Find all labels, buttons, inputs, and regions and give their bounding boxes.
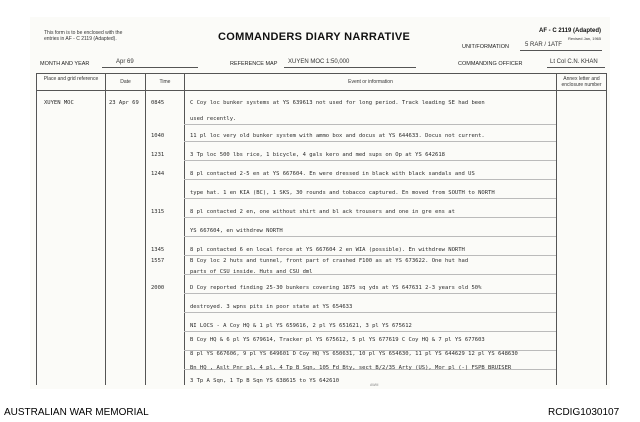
table-left-border	[36, 73, 37, 385]
entry-line: type hat. 1 en KIA (BC), 1 SKS, 30 rounds and tobacco captured. En moved from SOUTH to NORTH	[190, 190, 495, 196]
page-title: COMMANDERS DIARY NARRATIVE	[218, 31, 411, 43]
form-note-line-2: entries in AF - C 2119 (Adapted).	[44, 36, 117, 42]
co-underline	[547, 67, 605, 68]
month-value: Apr 69	[116, 59, 134, 65]
map-value: XUYEN MOC 1:50,000	[288, 59, 350, 65]
col-divider-event	[184, 73, 185, 385]
archive-stamp: AWM	[370, 383, 379, 387]
entry-place: XUYEN MOC	[44, 100, 74, 106]
unit-value: 5 RAR / 1ATF	[525, 42, 562, 48]
map-underline	[284, 67, 416, 68]
entry-line: B Coy HQ & 6 pl YS 679614, Tracker pl YS 675612, 5 pl YS 677619 C Coy HQ & 7 pl YS 677603	[190, 337, 485, 343]
entry-line: C Coy loc bunker systems at YS 639613 not used for long period. Track leading SE had been	[190, 100, 485, 106]
revised-date: Revised Jan, 1965	[568, 36, 602, 41]
map-label: REFERENCE MAP	[230, 61, 278, 67]
co-label: COMMANDING OFFICER	[458, 61, 523, 67]
entry-line: 11 pl loc very old bunker system with ammo box and docus at YS 644633. Docus not current.	[190, 133, 485, 139]
entry-line: 8 pl YS 667606, 9 pl YS 649601 D Coy HQ YS 650631, 10 pl YS 654630, 11 pl YS 644629 12 pl YS 648630	[190, 351, 518, 357]
entry-date: 23 Apr 69	[109, 100, 139, 106]
col-divider-time	[145, 73, 146, 385]
col-header-time: Time	[159, 79, 171, 85]
table-top-rule	[36, 73, 606, 74]
entry-time: 1231	[151, 152, 165, 158]
form-code: AF - C 2119 (Adapted)	[539, 28, 602, 34]
entry-line: 3 Tp A Sqn, 1 Tp B Sqn YS 638615 to YS 642610	[190, 378, 340, 384]
entry-line: 3 Tp loc 500 lbs rice, 1 bicycle, 4 gals kero and med sups on Op at YS 642618	[190, 152, 445, 158]
entry-line: used recently.	[190, 116, 237, 122]
col-header-annex: Annex letter and enclosure number	[561, 76, 602, 88]
entry-time: 1345	[151, 247, 165, 253]
table-right-border	[606, 73, 607, 385]
form-note-line-1: This form is to be enclosed with the	[44, 30, 123, 36]
entry-line: 8 pl contacted 6 en local force at YS 667604 2 en WIA (possible). En withdrew NORTH	[190, 247, 465, 253]
form-note	[44, 30, 122, 42]
month-label: MONTH AND YEAR	[40, 61, 90, 67]
entry-line: 8 pl contacted 2-5 en at YS 667604. En were dressed in black with black sandals and US	[190, 171, 475, 177]
unit-label: UNIT/FORMATION	[462, 44, 509, 50]
entry-time: 1315	[151, 209, 165, 215]
entry-line: Bn HQ , Aslt Pnr pl, 4 pl, 4 Tp B Sqn, 105 Fd Bty, sect B/2/35 Arty (US), Mor pl (-) FSPB BRUISER	[190, 365, 512, 371]
entry-time: 2000	[151, 285, 165, 291]
col-divider-annex	[556, 73, 557, 385]
footer-source: AUSTRALIAN WAR MEMORIAL	[4, 407, 149, 418]
entry-line: parts of CSU inside. Huts and CSU dml	[190, 269, 313, 275]
entry-line: 8 pl contacted 2 en, one without shirt and bl ack trousers and one in gre ens at	[190, 209, 455, 215]
col-header-event: Event or information	[348, 79, 393, 85]
col-divider-date	[105, 73, 106, 385]
entry-line: destroyed. 3 wpns pits in poor state at YS 654633	[190, 304, 353, 310]
col-header-place: Place and grid reference	[43, 76, 99, 82]
entry-line: NI LOCS - A Coy HQ & 1 pl YS 659616, 2 pl YS 651621, 3 pl YS 675612	[190, 323, 412, 329]
month-underline	[102, 67, 198, 68]
entry-line: YS 667604, en withdrew NORTH	[190, 228, 283, 234]
entry-time: 0845	[151, 100, 165, 106]
footer-record-id: RCDIG1030107	[548, 407, 620, 418]
entry-time: 1040	[151, 133, 165, 139]
diary-sheet	[30, 17, 610, 389]
entry-time: 1557	[151, 258, 165, 264]
col-header-date: Date	[120, 79, 131, 85]
table-header-rule	[36, 90, 606, 91]
unit-underline	[520, 50, 602, 51]
entry-line: D Coy reported finding 25-30 bunkers covering 1875 sq yds at YS 647631 2-3 years old 50%	[190, 285, 482, 291]
co-value: Lt Col C.N. KHAN	[550, 59, 598, 65]
entry-time: 1244	[151, 171, 165, 177]
entry-line: B Coy loc 2 huts and tunnel, front part of crashed F100 as at YS 673622. One hut had	[190, 258, 469, 264]
